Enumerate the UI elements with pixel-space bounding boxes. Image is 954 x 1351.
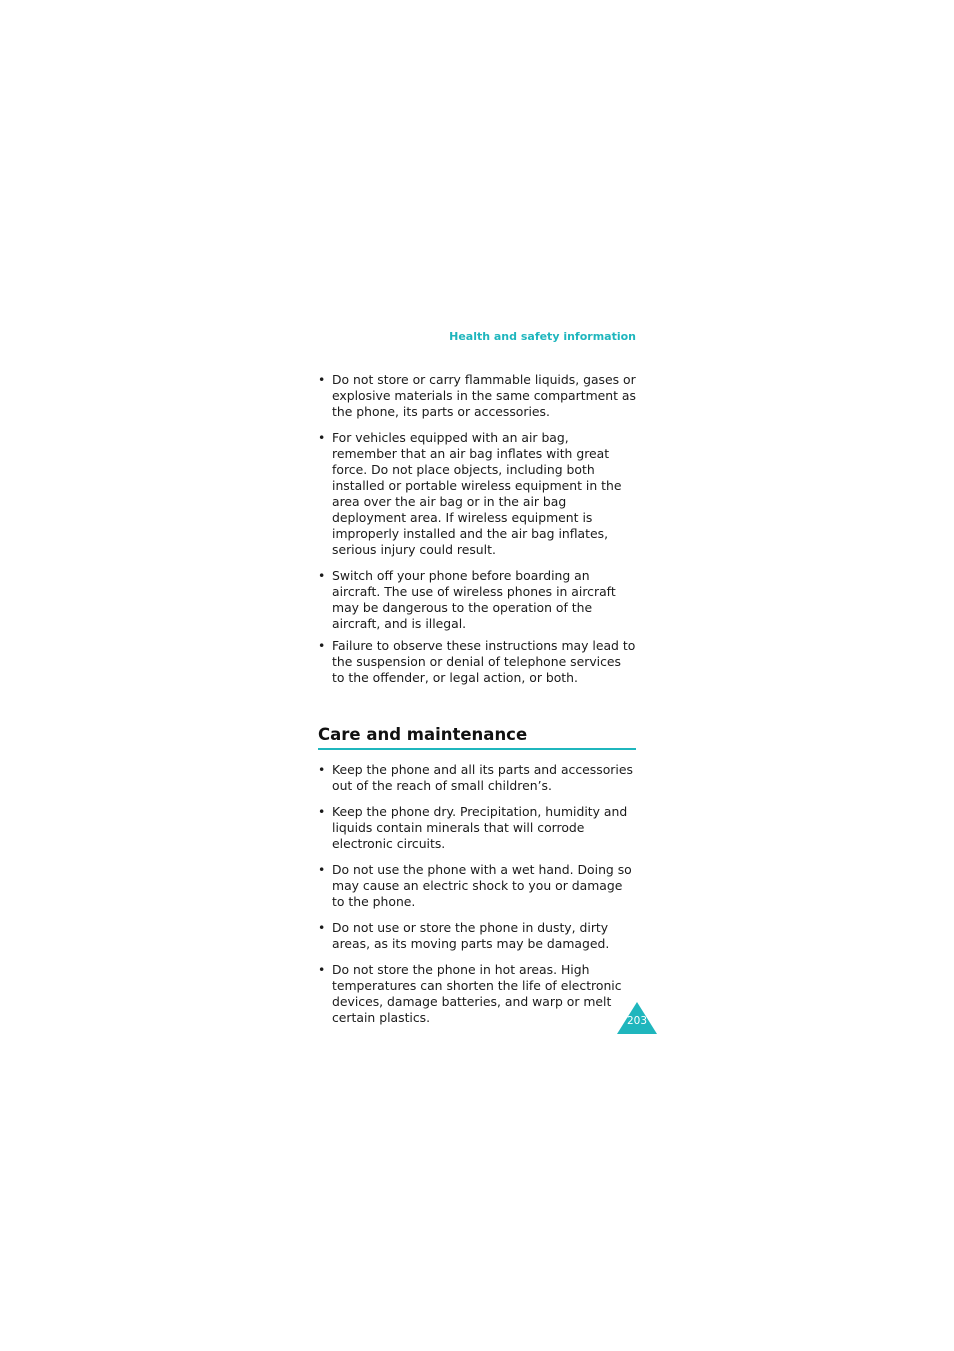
list-item-text: Do not use or store the phone in dusty, dirty areas, as its moving parts may be damaged. [332, 920, 610, 951]
list-item [318, 430, 636, 558]
running-header: Health and safety information [449, 330, 636, 343]
list-item [318, 962, 636, 1026]
list-item-text: Keep the phone and all its parts and accessories out of the reach of small children’s. [332, 762, 633, 793]
list-item-text: Do not use the phone with a wet hand. Doing so may cause an electric shock to you or damage to the phone. [332, 862, 632, 909]
list-item-text: For vehicles equipped with an air bag, remember that an air bag inflates with great force. Do not place objects, including both installed or portable wireless equipment in the area over the air bag or in the air bag deployment area. If wireless equipment is improperly installed and the air bag inflates, serious injury could result. [332, 430, 622, 557]
list-item [318, 804, 636, 852]
bullet-icon: • [318, 430, 326, 445]
list-item-text: Keep the phone dry. Precipitation, humidity and liquids contain minerals that will corrode electronic circuits. [332, 804, 628, 851]
bullet-icon: • [318, 804, 326, 819]
bullet-icon: • [318, 372, 326, 387]
page-number-badge [617, 1002, 657, 1034]
list-item-text: Failure to observe these instructions may lead to the suspension or denial of telephone services to the offender, or legal action, or both. [332, 638, 636, 685]
page-content [318, 372, 636, 1036]
section-title: Care and maintenance [318, 724, 636, 750]
list-item-text: Switch off your phone before boarding an aircraft. The use of wireless phones in aircraft may be dangerous to the operation of the aircraft, and is illegal. [332, 568, 616, 631]
bullet-icon: • [318, 962, 326, 977]
care-list [318, 762, 636, 1026]
bullet-icon: • [318, 638, 326, 653]
list-item [318, 762, 636, 794]
list-item [318, 568, 636, 632]
list-item-text: Do not store or carry flammable liquids, gases or explosive materials in the same compartment as the phone, its parts or accessories. [332, 372, 636, 419]
list-item [318, 862, 636, 910]
list-item [318, 920, 636, 952]
list-item-text: Do not store the phone in hot areas. High temperatures can shorten the life of electronic devices, damage batteries, and warp or melt certain plastics. [332, 962, 622, 1025]
bullet-icon: • [318, 920, 326, 935]
bullet-icon: • [318, 568, 326, 583]
bullet-icon: • [318, 862, 326, 877]
list-item [318, 372, 636, 420]
bullet-icon: • [318, 762, 326, 777]
list-item [318, 638, 636, 686]
page-number: 203 [626, 1015, 648, 1027]
safety-list [318, 372, 636, 686]
